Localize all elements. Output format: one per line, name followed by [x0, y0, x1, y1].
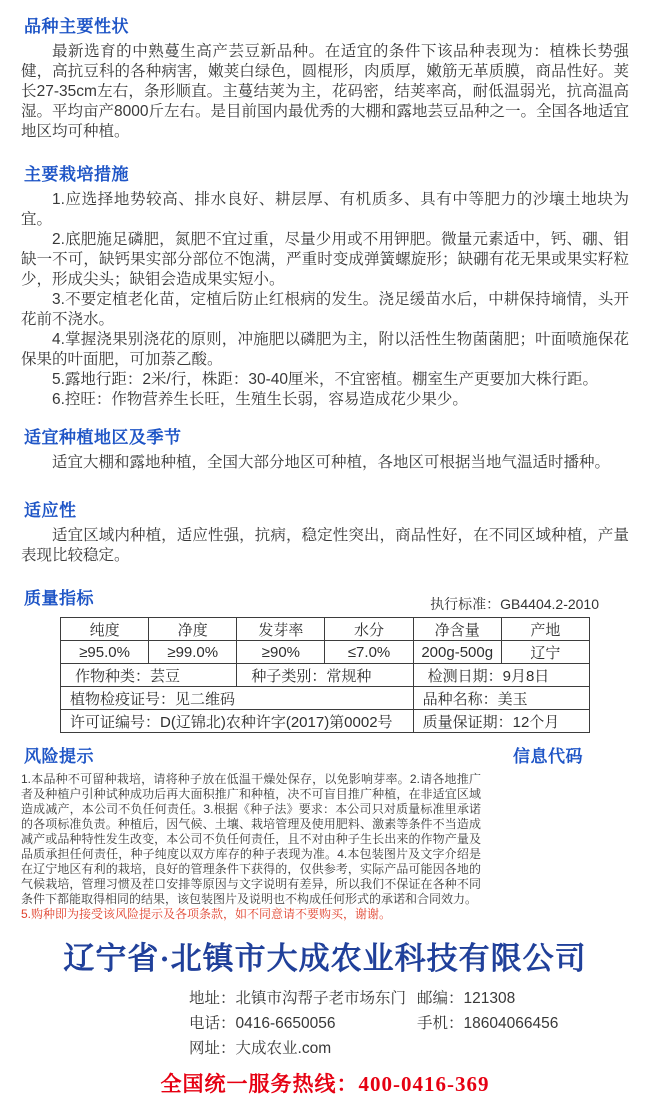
section-heading-region: 适宜种植地区及季节	[24, 428, 182, 447]
quality-table	[60, 617, 590, 733]
variety-name: 品种名称：美玉	[413, 687, 589, 710]
section-heading-cultivation: 主要栽培措施	[24, 165, 129, 184]
mobile-value: 18604066456	[463, 1015, 559, 1032]
value-cleanliness: ≥99.0%	[149, 641, 237, 664]
phone-label: 电话：	[189, 1015, 236, 1032]
contact-row-website	[189, 1036, 629, 1061]
section-heading-info-code: 信息代码	[513, 747, 583, 766]
section-heading-adaptability: 适应性	[24, 501, 77, 520]
quality-header-row	[21, 584, 629, 614]
adaptability-paragraph: 适宜区域内种植，适应性强，抗病，稳定性突出，商品性好，在不同区域种植，产量表现比较稳定。	[21, 527, 629, 564]
zip-pair	[417, 986, 515, 1011]
website-pair	[189, 1036, 417, 1061]
col-header-purity: 纯度	[61, 618, 149, 641]
traits-paragraph: 最新选育的中熟蔓生高产芸豆新品种。在适宜的条件下该品种表现为：植株长势强健，高抗豆科的各种病害，嫩荚白绿色，圆棍形，肉质厚，嫩筋无革质膜，商品性好。荚长27-35cm左右，条形顺直。主蔓结荚为主，花码密，结荚率高，耐低温弱光，抗高温高湿。平均亩产8000斤左右。是目前国内最优秀的大棚和露地芸豆品种之一。全国各地适宜地区均可种植。	[21, 43, 629, 140]
execution-standard: 执行标准：GB4404.2-2010	[430, 596, 599, 612]
table-row	[61, 687, 590, 710]
cultivation-item: 5.露地行距：2米/行，株距：30-40厘米，不宜密植。棚室生产更要加大株行距。	[52, 371, 598, 388]
section-variety-traits	[21, 12, 629, 142]
value-purity: ≥95.0%	[61, 641, 149, 664]
service-hotline: 全国统一服务热线：400-0416-369	[160, 1072, 490, 1096]
cultivation-item: 6.控旺：作物营养生长旺，生殖生长弱，容易造成花少果少。	[52, 391, 468, 408]
col-header-origin: 产地	[501, 618, 589, 641]
contact-block	[189, 986, 629, 1061]
test-date: 检测日期：9月8日	[413, 664, 589, 687]
mobile-label: 手机：	[417, 1015, 464, 1032]
section-cultivation	[21, 160, 629, 410]
company-name: 辽宁省·北镇市大成农业科技有限公司	[63, 941, 587, 976]
section-heading-traits: 品种主要性状	[24, 17, 129, 36]
section-heading-quality: 质量指标	[24, 589, 94, 608]
phone-pair	[189, 1011, 417, 1036]
table-row	[61, 641, 590, 664]
contact-row-address	[189, 986, 629, 1011]
col-header-cleanliness: 净度	[149, 618, 237, 641]
quality-guarantee-period: 质量保证期：12个月	[413, 710, 589, 733]
section-risk-info	[21, 742, 629, 922]
cultivation-item: 2.底肥施足磷肥，氮肥不宜过重，尽量少用或不用钾肥。微量元素适中，钙、硼、钼缺一不可，缺钙果实部分部位不饱满，严重时变成弹簧螺旋形；缺硼有花无果或果实籽粒少，形成尖头；缺钼会造成果实短小。	[21, 231, 629, 288]
section-adaptability	[21, 496, 629, 566]
crop-type: 作物种类：芸豆	[61, 664, 237, 687]
phone-value: 0416-6650056	[235, 1015, 336, 1032]
website-value: 大成农业.com	[235, 1040, 332, 1057]
section-quality	[21, 584, 629, 733]
section-region-season	[21, 423, 629, 473]
value-moisture: ≤7.0%	[325, 641, 413, 664]
value-net-content: 200g-500g	[413, 641, 501, 664]
address-pair	[189, 986, 417, 1011]
cultivation-item: 4.掌握浇果别浇花的原则，冲施肥以磷肥为主，附以活性生物菌菌肥；叶面喷施保花保果的叶面肥，可加萘乙酸。	[21, 331, 629, 368]
address-label: 地址：	[189, 990, 236, 1007]
cultivation-item: 1.应选择地势较高、排水良好、耕层厚、有机质多、具有中等肥力的沙壤土地块为宜。	[21, 191, 629, 228]
seed-category: 种子类别：常规种	[237, 664, 413, 687]
region-paragraph: 适宜大棚和露地种植，全国大部分地区可种植，各地区可根据当地气温适时播种。	[52, 454, 611, 471]
risk-paragraph: 1.本品种不可留种栽培，请将种子放在低温干燥处保存，以免影响芽率。2.请各地推广者及种植户引种试种成功后再大面积推广和种植，决不可盲目推广种植，在非适宜区域造成减产，本公司不负任何责任。3.根据《种子法》要求：本公司只对质量标准里承诺的各项标准负责。种植后，因气候、土壤、栽培管理及使用肥料、激素等条件不当造成减产或品种特性发生改变，本公司不负任何责任，且不对由种子生长出来的作物产量及品质承担任何责任，种子纯度以双方库存的种子表现为准。4.本包装图片及文字介绍是在辽宁地区有利的栽培，良好的管理条件下获得的，仅供参考，实际产品可能因各地的气候栽培，管理习惯及茬口安排等原因与文字说明有差异，所以我们不保证在各种不同条件下都能取得相同的结果，该包装图片及说明也不构成任何形式的承诺和合同效力。	[21, 772, 481, 906]
value-origin: 辽宁	[501, 641, 589, 664]
mobile-pair	[417, 1011, 558, 1036]
table-row	[61, 710, 590, 733]
zip-value: 121308	[463, 990, 516, 1007]
contact-row-phone	[189, 1011, 629, 1036]
risk-column	[21, 742, 481, 922]
col-header-net-content: 净含量	[413, 618, 501, 641]
col-header-germination: 发芽率	[237, 618, 325, 641]
website-label: 网址：	[189, 1040, 236, 1057]
risk-red-note: 5.购种即为接受该风险提示及各项条款，如不同意请不要购买，谢谢。	[21, 907, 392, 921]
license-number: 许可证编号：D(辽锦北)农种许字(2017)第0002号	[61, 710, 414, 733]
zip-label: 邮编：	[417, 990, 464, 1007]
table-row	[61, 618, 590, 641]
quality-table-wrap	[60, 617, 590, 733]
col-header-moisture: 水分	[325, 618, 413, 641]
quarantine-cert: 植物检疫证号：见二维码	[61, 687, 414, 710]
value-germination: ≥90%	[237, 641, 325, 664]
address-value: 北镇市沟帮子老市场东门	[235, 990, 407, 1007]
table-row	[61, 664, 590, 687]
cultivation-item: 3.不要定植老化苗，定植后防止红根病的发生。浇足缓苗水后，中耕保持墒情，头开花前不浇水。	[21, 291, 629, 328]
section-heading-risk: 风险提示	[24, 747, 94, 766]
